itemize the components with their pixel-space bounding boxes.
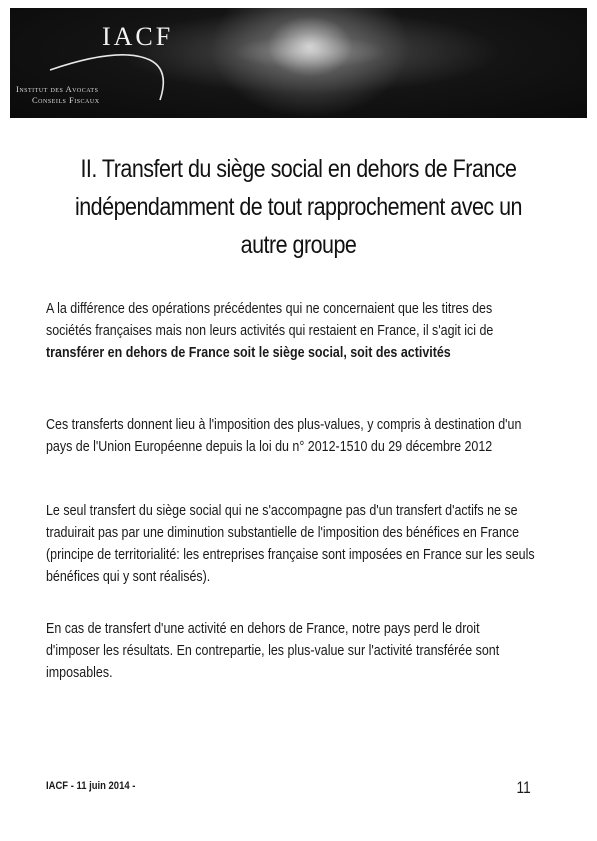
slide-title: [50, 150, 546, 264]
paragraph-3: Le seul transfert du siège social qui ne s'accompagne pas d'un transfert d'actifs ne se traduirait pas par une diminution substantielle de l'imposition des bénéfices en France (principe de territorialité: les entreprises française sont imposées en France sur les seuls bénéfices qui y sont réalisés).: [46, 503, 535, 585]
footer-date: IACF - 11 juin 2014 -: [46, 780, 136, 792]
paragraph-1-bold: transférer en dehors de France soit le siège social, soit des activités: [46, 345, 451, 361]
slide-title-line-2: indépendamment de tout rapprochement avec un autre groupe: [74, 193, 523, 259]
slide-title-line-1: II. Transfert du siège social en dehors de France: [80, 155, 517, 183]
header-banner: [10, 8, 587, 118]
page-number: 11: [516, 778, 531, 797]
paragraph-1-text: A la différence des opérations précédentes qui ne concernaient que les titres des sociétés françaises mais non leurs activités qui restaient en France, il s'agit ici de: [46, 301, 494, 339]
paragraph-1: [46, 298, 536, 364]
institute-line-2: Conseils Fiscaux: [32, 95, 100, 105]
logo-text: IACF: [102, 22, 174, 51]
institute-name: [16, 84, 100, 106]
paragraph-2: Ces transferts donnent lieu à l'imposition des plus-values, y compris à destination d'un pays de l'Union Européenne depuis la loi du n° 2012-1510 du 29 décembre 2012: [46, 417, 522, 455]
paragraph-4: En cas de transfert d'une activité en dehors de France, notre pays perd le droit d'imposer les résultats. En contrepartie, les plus-value sur l'activité transférée sont imposables.: [46, 621, 500, 681]
institute-line-1: Institut des Avocats: [16, 84, 99, 94]
